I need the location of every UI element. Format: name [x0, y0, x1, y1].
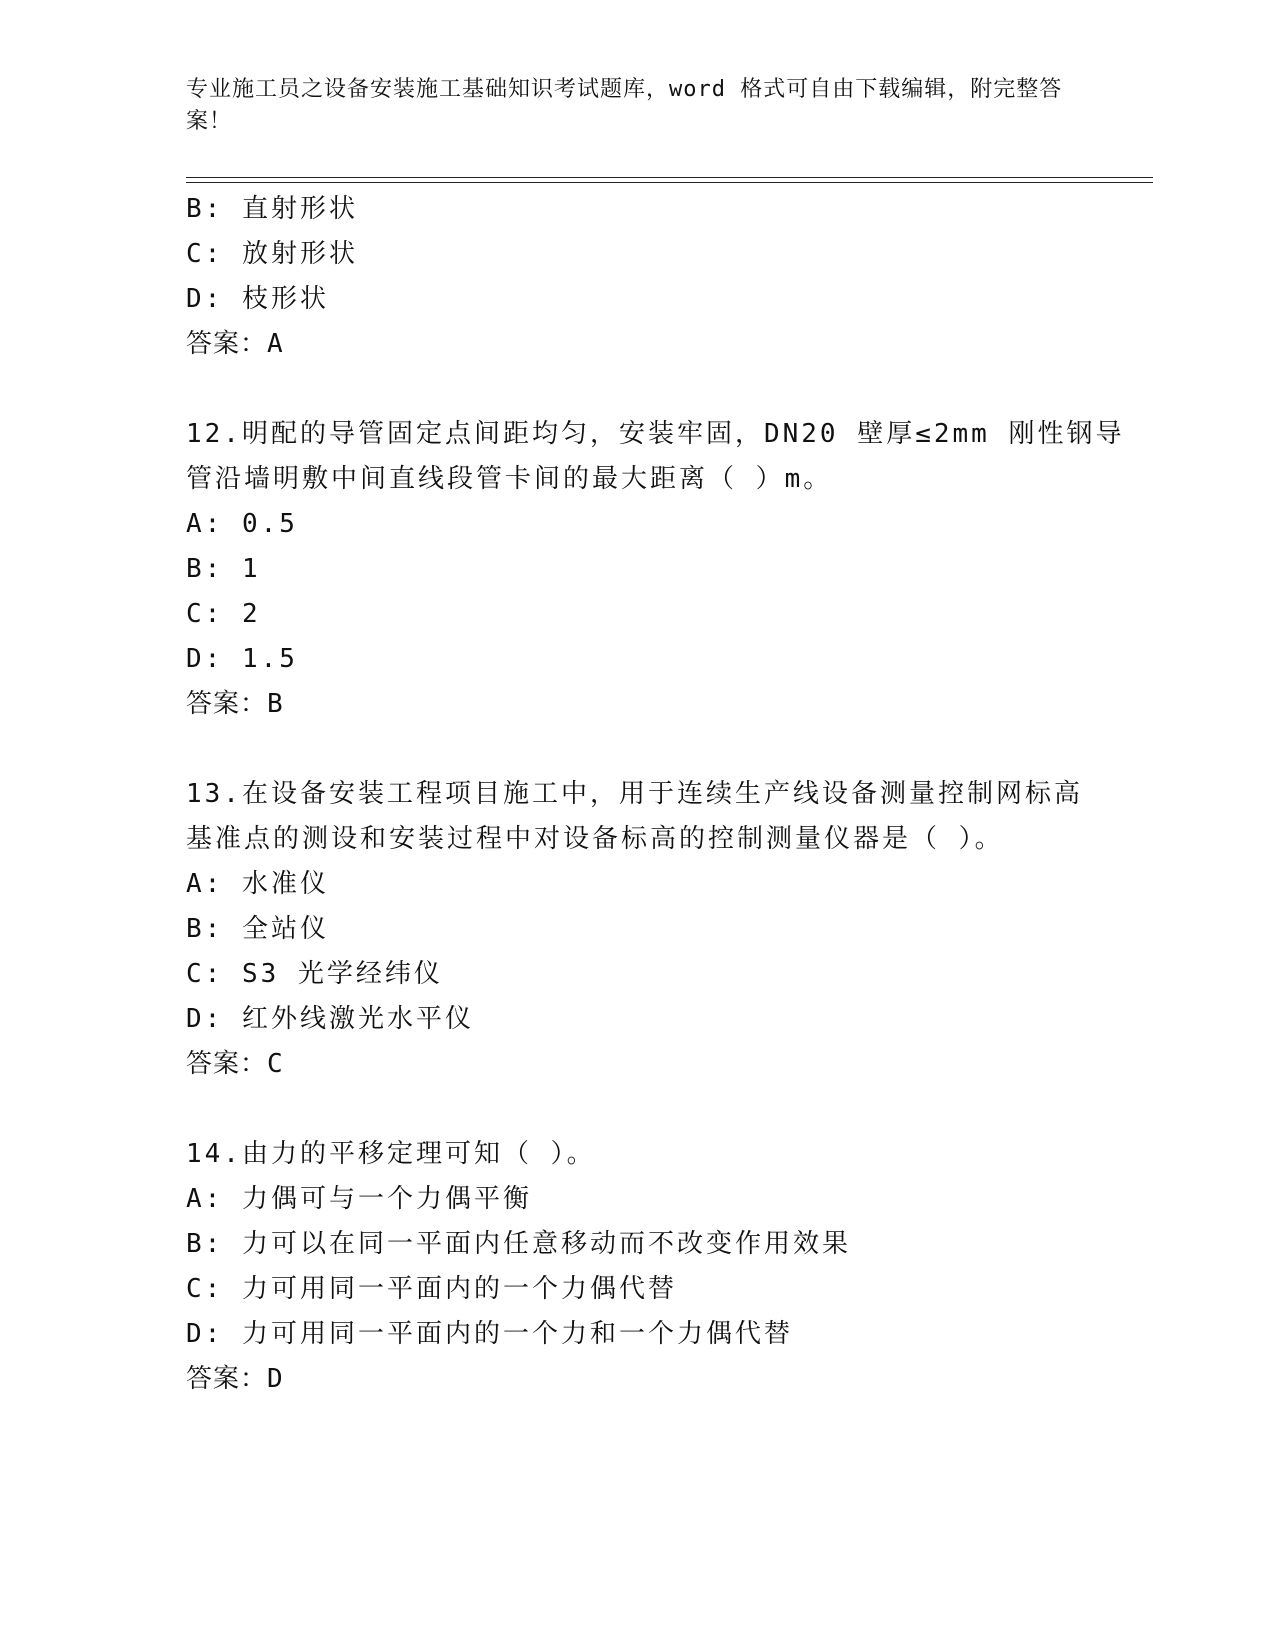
answer-q11: 答案：A — [186, 329, 284, 359]
option-c-q14: C: 力可用同一平面内的一个力偶代替 — [186, 1274, 677, 1304]
page-header: 专业施工员之设备安装施工基础知识考试题库，word 格式可自由下载编辑，附完整答案！ — [186, 77, 1063, 134]
option-b-q11: B: 直射形状 — [186, 194, 358, 224]
answer-q13: 答案：C — [186, 1049, 284, 1079]
option-c-q11: C: 放射形状 — [186, 239, 358, 269]
option-a-q13: A: 水准仪 — [186, 869, 329, 899]
option-d-q13: D: 红外线激光水平仪 — [186, 1004, 474, 1034]
option-d-q12: D: 1.5 — [186, 644, 298, 674]
header-divider-bottom — [186, 182, 1153, 183]
option-a-q12: A: 0.5 — [186, 509, 298, 539]
question-12-line2: 管沿墙明敷中间直线段管卡间的最大距离（ ）m。 — [186, 464, 833, 494]
option-d-q11: D: 枝形状 — [186, 284, 329, 314]
answer-q14: 答案：D — [186, 1364, 284, 1394]
option-d-q14: D: 力可用同一平面内的一个力和一个力偶代替 — [186, 1319, 793, 1349]
question-13-line1: 13.在设备安装工程项目施工中，用于连续生产线设备测量控制网标高 — [186, 779, 1083, 809]
option-b-q14: B: 力可以在同一平面内任意移动而不改变作用效果 — [186, 1229, 851, 1259]
option-a-q14: A: 力偶可与一个力偶平衡 — [186, 1184, 532, 1214]
header-divider-top — [186, 177, 1153, 178]
option-b-q12: B: 1 — [186, 554, 261, 584]
question-14-line1: 14.由力的平移定理可知（ ）。 — [186, 1139, 596, 1169]
question-13-line2: 基准点的测设和安装过程中对设备标高的控制测量仪器是（ ）。 — [186, 824, 1004, 854]
question-12-line1: 12.明配的导管固定点间距均匀，安装牢固，DN20 壁厚≤2mm 刚性钢导 — [186, 419, 1125, 449]
answer-q12: 答案：B — [186, 689, 284, 719]
option-c-q12: C: 2 — [186, 599, 261, 629]
option-c-q13: C: S3 光学经纬仪 — [186, 959, 443, 989]
option-b-q13: B: 全站仪 — [186, 914, 329, 944]
